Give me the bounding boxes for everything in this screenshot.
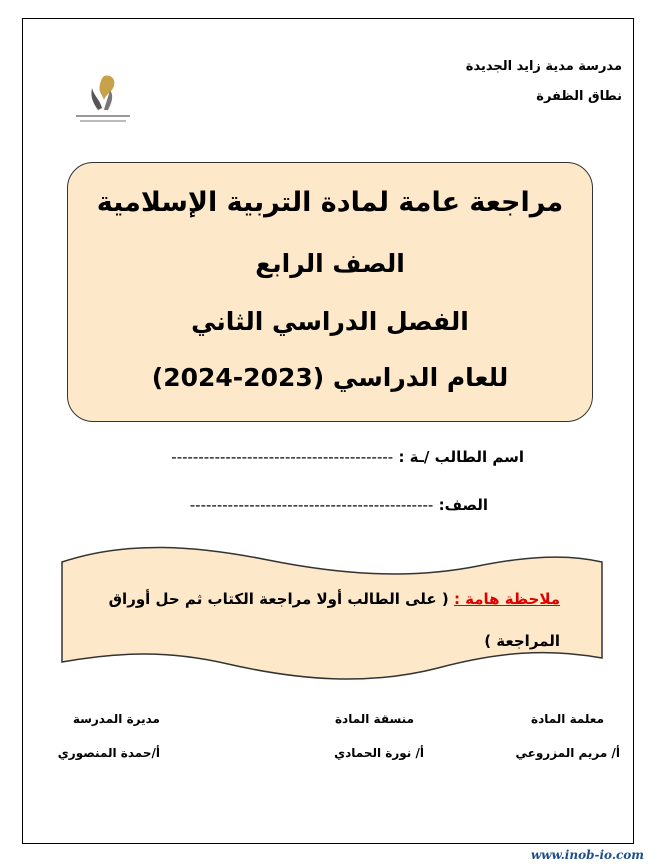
class-line[interactable]: --------------------------------------------- <box>189 496 434 514</box>
school-name: مدرسة مدية زايد الجديدة <box>465 59 622 74</box>
school-header <box>466 58 622 118</box>
title-box <box>67 162 593 422</box>
site-watermark: www.inob-io.com <box>530 848 644 862</box>
school-zone: نطاق الظفرة <box>536 89 622 104</box>
principal-title: مديرة المدرسة <box>72 712 160 726</box>
title-semester: الفصل الدراسي الثاني <box>191 307 469 336</box>
principal-name: أ/حمدة المنصوري <box>57 746 160 760</box>
note-text-block <box>90 578 560 662</box>
title-year: للعام الدراسي (2023-2024) <box>151 363 509 392</box>
class-label: الصف: <box>438 496 488 514</box>
title-grade: الصف الرابع <box>255 249 405 278</box>
coordinator-name: أ/ نورة الحمادي <box>334 746 424 760</box>
student-name-field[interactable] <box>171 448 524 466</box>
student-name-label: اسم الطالب /ـة : <box>398 448 524 466</box>
title-subject: مراجعة عامة لمادة التربية الإسلامية <box>96 187 564 218</box>
coordinator-title: منسقة المادة <box>334 712 414 726</box>
class-field[interactable] <box>190 496 488 514</box>
note-banner <box>58 540 606 688</box>
teacher-title: معلمة المادة <box>530 712 604 726</box>
student-name-line[interactable]: ----------------------------------------- <box>171 448 394 466</box>
note-label: ملاحظة هامة : <box>453 590 560 608</box>
note-body: ( على الطالب أولا مراجعة الكتاب ثم حل أوراق المراجعة ) <box>108 590 560 650</box>
teacher-name: أ/ مريم المزروعي <box>515 746 620 760</box>
ministry-logo <box>70 70 136 128</box>
